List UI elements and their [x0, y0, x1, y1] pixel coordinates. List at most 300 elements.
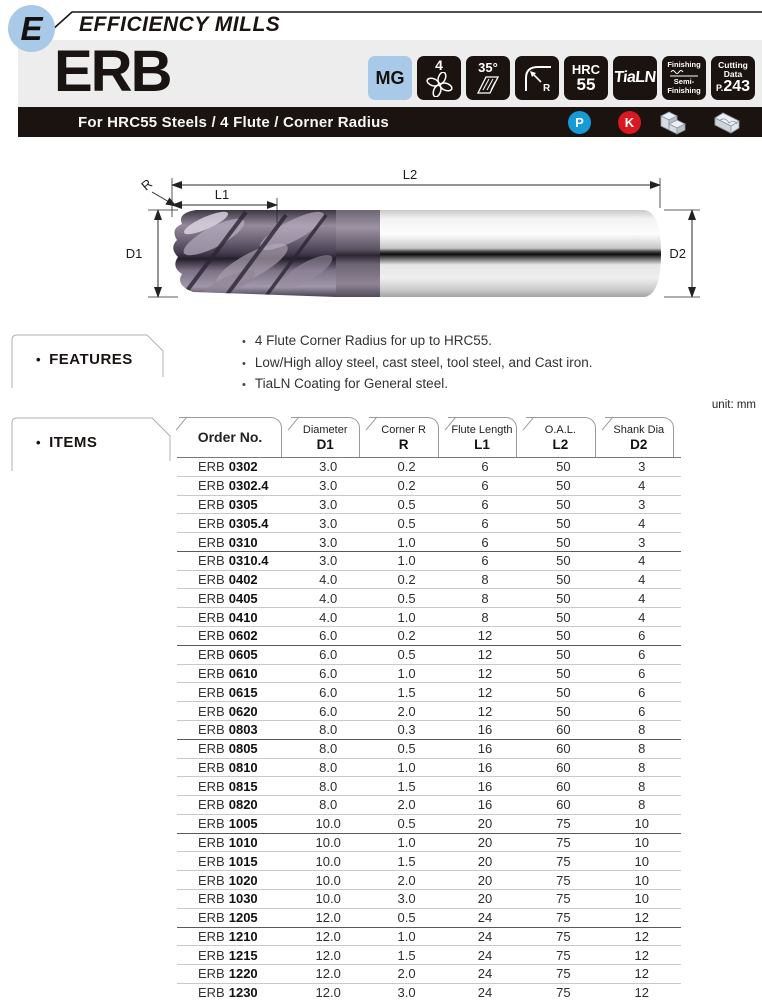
svg-text:R: R: [138, 175, 156, 194]
oal-cell: 50: [556, 703, 571, 719]
items-label-text: ITEMS: [49, 433, 98, 451]
table-row: [177, 533, 681, 552]
shank-dia-cell: 12: [634, 985, 649, 1001]
items-table: [177, 417, 681, 1002]
corner-r-cell: 0.5: [397, 910, 416, 926]
hardness-badge: [564, 56, 608, 100]
oal-cell: 50: [556, 478, 571, 494]
diameter-cell: 3.0: [319, 496, 338, 512]
oal-cell: 60: [556, 797, 571, 813]
flute-length-cell: 24: [477, 947, 493, 963]
oal-cell: 50: [556, 684, 571, 700]
order-no-cell: [177, 704, 289, 719]
hardness-label-2: 55: [576, 75, 596, 94]
flute-length-cell: 16: [477, 741, 493, 757]
oal-cell: 50: [556, 647, 571, 663]
diameter-cell: 12.0: [315, 910, 341, 926]
flute-length-cell: 16: [477, 797, 493, 813]
table-row: [177, 477, 681, 496]
items-bullet: •: [36, 434, 42, 450]
corner-r-cell: 1.5: [397, 853, 416, 869]
table-row: [177, 627, 681, 646]
corner-r-cell: 1.0: [397, 928, 416, 944]
corner-r-cell: 3.0: [397, 985, 416, 1001]
flute-length-cell: 6: [481, 459, 489, 475]
flute-length-cell: 6: [481, 515, 489, 531]
shank-dia-cell: 10: [634, 816, 649, 832]
hardness-label-1: HRC: [571, 62, 601, 77]
order-code: 1230: [228, 985, 258, 1001]
order-no-cell: [177, 816, 289, 831]
shank-dia-cell: 6: [638, 628, 646, 644]
cutting-page-prefix: P.: [715, 82, 724, 93]
table-row: [177, 458, 681, 477]
shank-dia-cell: 6: [638, 665, 646, 681]
feature-text: Low/High alloy steel, cast steel, tool steel, and Cast iron.: [254, 354, 593, 370]
corner-r-cell: 1.0: [397, 534, 416, 550]
corner-radius-badge: [515, 56, 559, 100]
corner-r-cell: 2.0: [397, 872, 416, 888]
diameter-cell: 6.0: [319, 647, 338, 663]
shank-dia-cell: 10: [634, 853, 649, 869]
order-code: 0602: [228, 628, 258, 644]
order-code: 0402: [228, 572, 258, 588]
feature-bullet: •: [242, 336, 246, 348]
feature-item: [242, 331, 593, 353]
diameter-cell: 6.0: [319, 684, 338, 700]
order-prefix: ERB: [198, 703, 225, 719]
corner-r-cell: 1.5: [397, 684, 416, 700]
endmill-illustration: [173, 205, 661, 305]
table-row: [177, 571, 681, 590]
order-code: 1205: [228, 910, 258, 926]
table-row: [177, 683, 681, 702]
corner-r-cell: 0.2: [397, 459, 416, 475]
oal-cell: 50: [556, 496, 571, 512]
table-row: [177, 815, 681, 834]
oal-cell: 60: [556, 778, 571, 794]
table-row: [177, 589, 681, 608]
order-code: 0405: [228, 590, 258, 606]
series-title: EFFICIENCY MILLS: [79, 13, 281, 36]
subtitle-bar: [18, 107, 762, 137]
table-row: [177, 965, 681, 984]
order-code: 1010: [228, 835, 258, 851]
shank-dia-cell: 8: [638, 741, 646, 757]
order-prefix: ERB: [198, 609, 225, 625]
order-no-cell: [177, 516, 289, 531]
order-no-cell: [177, 760, 289, 775]
shank-dia-cell: 12: [634, 928, 649, 944]
corner-r-cell: 0.2: [397, 572, 416, 588]
features-section-label: [10, 334, 186, 384]
feature-item: [242, 374, 593, 396]
order-no-cell: [177, 891, 289, 906]
order-prefix: ERB: [198, 947, 225, 963]
corner-r-cell: 0.5: [397, 515, 416, 531]
flute-length-cell: 24: [477, 985, 493, 1001]
corner-r-cell: 1.0: [397, 759, 416, 775]
diameter-cell: 12.0: [315, 928, 341, 944]
coating-badge: [613, 56, 657, 100]
order-prefix: ERB: [198, 816, 225, 832]
order-no-cell: [177, 591, 289, 606]
oal-cell: 50: [556, 572, 571, 588]
diameter-cell: 4.0: [319, 572, 338, 588]
corner-r-cell: 1.0: [397, 835, 416, 851]
order-no-cell: [177, 535, 289, 550]
flute-length-cell: 6: [481, 496, 489, 512]
flute-length-cell: 6: [481, 478, 489, 494]
diameter-cell: 4.0: [319, 590, 338, 606]
diameter-cell: 8.0: [319, 722, 338, 738]
order-no-cell: [177, 647, 289, 662]
shank-dia-cell: 4: [638, 590, 646, 606]
corner-r-cell: 0.2: [397, 628, 416, 644]
order-prefix: ERB: [198, 985, 225, 1001]
endmill-dimension-drawing: [0, 145, 762, 335]
diameter-cell: 3.0: [319, 553, 338, 569]
order-code: 1005: [228, 816, 258, 832]
shank-dia-cell: 12: [634, 966, 649, 982]
order-prefix: ERB: [198, 778, 225, 794]
product-code-title: ERB: [54, 39, 171, 104]
order-no-cell: [177, 722, 289, 737]
features-bullet: •: [36, 351, 42, 367]
diameter-cell: 6.0: [319, 628, 338, 644]
table-row: [177, 984, 681, 1002]
order-no-cell: [177, 685, 289, 700]
column-header-order: [177, 417, 289, 457]
oal-cell: 50: [556, 515, 571, 531]
order-no-cell: [177, 929, 289, 944]
order-no-cell: [177, 628, 289, 643]
column-title: O.A.L.: [544, 423, 576, 436]
order-no-cell: [177, 797, 289, 812]
column-header-flute-length: [446, 417, 524, 457]
order-no-cell: [177, 459, 289, 474]
oal-cell: 60: [556, 722, 571, 738]
finishing-bottom-label-1: Semi-: [673, 77, 695, 87]
order-no-cell: [177, 553, 289, 568]
table-row: [177, 777, 681, 796]
oal-cell: 75: [556, 835, 571, 851]
helix-angle-label: 35°: [478, 60, 498, 75]
items-table-body: [177, 458, 681, 1002]
order-prefix: ERB: [198, 722, 225, 738]
order-code: 1215: [228, 947, 258, 963]
column-symbol: L2: [552, 436, 569, 452]
flute-length-cell: 12: [477, 703, 493, 719]
column-title: Corner R: [381, 423, 426, 436]
order-no-cell: [177, 497, 289, 512]
corner-r-cell: 0.5: [397, 741, 416, 757]
order-code: 0620: [228, 703, 258, 719]
oal-cell: 75: [556, 947, 571, 963]
diameter-cell: 6.0: [319, 703, 338, 719]
finishing-top-label: Finishing: [667, 59, 701, 69]
diameter-cell: 10.0: [315, 853, 341, 869]
order-code: 0310.4: [228, 553, 269, 569]
column-title: Shank Dia: [613, 423, 665, 436]
shank-dia-cell: 8: [638, 797, 646, 813]
oal-cell: 50: [556, 459, 571, 475]
features-list: [242, 331, 593, 396]
order-prefix: ERB: [198, 966, 225, 982]
order-code: 1210: [228, 928, 258, 944]
oal-cell: 75: [556, 872, 571, 888]
diameter-cell: 3.0: [319, 515, 338, 531]
column-symbol: L1: [474, 436, 490, 452]
order-code: 0803: [228, 722, 258, 738]
oal-cell: 75: [556, 816, 571, 832]
diameter-cell: 8.0: [319, 797, 338, 813]
cutting-data-badge: [711, 56, 755, 100]
column-title: Diameter: [302, 423, 348, 436]
order-prefix: ERB: [198, 665, 225, 681]
order-code: 0815: [228, 778, 258, 794]
flute-length-cell: 24: [477, 966, 493, 982]
feature-text: 4 Flute Corner Radius for up to HRC55.: [254, 333, 492, 348]
order-no-cell: [177, 666, 289, 681]
table-row: [177, 552, 681, 571]
cutting-data-label-2: Data: [723, 68, 743, 79]
cutting-data-label-1: Cutting: [718, 59, 748, 70]
flute-length-cell: 12: [477, 665, 493, 681]
order-prefix: ERB: [198, 872, 225, 888]
order-prefix: ERB: [198, 478, 225, 494]
items-table-header: [177, 417, 681, 458]
order-prefix: ERB: [198, 496, 225, 512]
corner-r-cell: 0.5: [397, 496, 416, 512]
flute-length-cell: 24: [477, 928, 493, 944]
shank-dia-cell: 4: [638, 609, 646, 625]
flute-length-cell: 12: [477, 628, 493, 644]
order-prefix: ERB: [198, 628, 225, 644]
oal-cell: 50: [556, 628, 571, 644]
diameter-cell: 8.0: [319, 741, 338, 757]
table-row: [177, 759, 681, 778]
order-no-cell: [177, 741, 289, 756]
table-row: [177, 665, 681, 684]
svg-text:L2: L2: [402, 167, 418, 182]
flute-count-badge: [417, 56, 461, 100]
oal-cell: 50: [556, 534, 571, 550]
order-no-cell: [177, 873, 289, 888]
shank-dia-cell: 3: [638, 534, 646, 550]
oal-cell: 75: [556, 928, 571, 944]
diameter-cell: 12.0: [315, 966, 341, 982]
svg-text:D1: D1: [125, 246, 143, 261]
flute-length-cell: 20: [477, 853, 493, 869]
helix-angle-badge: [466, 56, 510, 100]
order-code: 0305: [228, 496, 258, 512]
order-prefix: ERB: [198, 835, 225, 851]
corner-r-cell: 1.5: [397, 947, 416, 963]
table-row: [177, 646, 681, 665]
corner-r-cell: 2.0: [397, 797, 416, 813]
column-header-shank-dia: [603, 417, 681, 457]
order-code: 0810: [228, 759, 258, 775]
column-title: Flute Length: [451, 423, 513, 436]
table-row: [177, 721, 681, 740]
shank-dia-cell: 3: [638, 496, 646, 512]
shank-dia-cell: 6: [638, 684, 646, 700]
diameter-cell: 10.0: [315, 891, 341, 907]
subtitle-text: For HRC55 Steels / 4 Flute / Corner Radius: [78, 113, 389, 131]
diameter-cell: 4.0: [319, 609, 338, 625]
diameter-cell: 3.0: [319, 459, 338, 475]
order-code: 0615: [228, 684, 258, 700]
column-symbol: D1: [316, 436, 334, 452]
diameter-cell: 8.0: [319, 759, 338, 775]
order-prefix: ERB: [198, 759, 225, 775]
order-code: 1020: [228, 872, 258, 888]
oal-cell: 50: [556, 609, 571, 625]
flute-length-cell: 20: [477, 835, 493, 851]
table-row: [177, 514, 681, 533]
order-code: 0302: [228, 459, 258, 475]
shank-dia-cell: 6: [638, 647, 646, 663]
material-p-badge: P: [568, 111, 591, 134]
order-prefix: ERB: [198, 572, 225, 588]
flute-length-cell: 6: [481, 534, 489, 550]
order-no-cell: [177, 835, 289, 850]
oal-cell: 75: [556, 853, 571, 869]
flute-length-cell: 20: [477, 891, 493, 907]
feature-bullet: •: [242, 379, 246, 391]
items-section-label: [10, 417, 186, 467]
order-prefix: ERB: [198, 590, 225, 606]
shank-dia-cell: 4: [638, 553, 646, 569]
table-row: [177, 796, 681, 815]
flute-length-cell: 12: [477, 684, 493, 700]
section-letter-badge: E: [8, 5, 55, 52]
shank-dia-cell: 3: [638, 459, 646, 475]
order-code: 1220: [228, 966, 258, 982]
order-no-cell: [177, 966, 289, 981]
corner-r-cell: 1.0: [397, 609, 416, 625]
order-prefix: ERB: [198, 910, 225, 926]
corner-r-cell: 0.3: [397, 722, 416, 738]
flute-length-cell: 16: [477, 778, 493, 794]
corner-r-cell: 3.0: [397, 891, 416, 907]
oal-cell: 75: [556, 985, 571, 1001]
spec-badges: [368, 56, 755, 100]
flute-length-cell: 20: [477, 816, 493, 832]
flute-length-cell: 8: [481, 572, 489, 588]
diameter-cell: 10.0: [315, 816, 341, 832]
table-row: [177, 946, 681, 965]
order-code: 0310: [228, 534, 258, 550]
shank-dia-cell: 12: [634, 947, 649, 963]
flute-length-cell: 8: [481, 609, 489, 625]
oal-cell: 75: [556, 891, 571, 907]
shank-dia-cell: 10: [634, 891, 649, 907]
order-code: 0805: [228, 741, 258, 757]
diameter-cell: 10.0: [315, 872, 341, 888]
diameter-cell: 6.0: [319, 665, 338, 681]
feature-item: [242, 353, 593, 375]
oal-cell: 60: [556, 759, 571, 775]
order-prefix: ERB: [198, 515, 225, 531]
coating-label: TiaLN: [613, 69, 657, 86]
diameter-cell: 8.0: [319, 778, 338, 794]
table-row: [177, 702, 681, 721]
flute-length-cell: 16: [477, 722, 493, 738]
order-code: 1015: [228, 853, 258, 869]
corner-radius-icon: [519, 60, 555, 96]
diameter-cell: 12.0: [315, 985, 341, 1001]
flute-length-cell: 24: [477, 910, 493, 926]
corner-r-cell: 1.0: [397, 553, 416, 569]
diameter-cell: 3.0: [319, 478, 338, 494]
shank-dia-cell: 6: [638, 703, 646, 719]
diameter-cell: 10.0: [315, 835, 341, 851]
flute-length-cell: 16: [477, 759, 493, 775]
corner-r-cell: 2.0: [397, 703, 416, 719]
oal-cell: 75: [556, 910, 571, 926]
order-code: 1030: [228, 891, 258, 907]
finishing-bottom-label-2: Finishing: [667, 85, 701, 95]
table-row: [177, 909, 681, 928]
oal-cell: 50: [556, 665, 571, 681]
diameter-cell: 3.0: [319, 534, 338, 550]
flute-count-label: 4: [435, 57, 443, 73]
table-row: [177, 928, 681, 947]
order-prefix: ERB: [198, 553, 225, 569]
shank-dia-cell: 4: [638, 572, 646, 588]
shank-dia-cell: 10: [634, 872, 649, 888]
material-k-badge: K: [618, 111, 641, 134]
order-prefix: ERB: [198, 534, 225, 550]
order-prefix: ERB: [198, 459, 225, 475]
finishing-badge: [662, 56, 706, 100]
order-no-cell: [177, 985, 289, 1000]
order-no-cell: [177, 478, 289, 493]
order-prefix: ERB: [198, 797, 225, 813]
column-header-corner-r: [367, 417, 445, 457]
workpiece-step-block-icon: [656, 108, 692, 138]
flute-cross-section-icon: [426, 72, 453, 97]
column-title: Order No.: [197, 429, 263, 445]
shank-dia-cell: 8: [638, 722, 646, 738]
table-row: [177, 496, 681, 515]
oal-cell: 60: [556, 741, 571, 757]
order-prefix: ERB: [198, 647, 225, 663]
order-prefix: ERB: [198, 891, 225, 907]
flute-length-cell: 6: [481, 553, 489, 569]
order-prefix: ERB: [198, 853, 225, 869]
order-code: 0410: [228, 609, 258, 625]
corner-r-cell: 1.0: [397, 665, 416, 681]
shank-dia-cell: 4: [638, 478, 646, 494]
order-code: 0610: [228, 665, 258, 681]
feature-bullet: •: [242, 357, 246, 370]
helix-angle-icon: [475, 74, 501, 95]
mg-badge: MG: [368, 56, 412, 100]
features-label-text: FEATURES: [49, 350, 133, 368]
order-no-cell: [177, 854, 289, 869]
table-row: [177, 871, 681, 890]
shank-dia-cell: 10: [634, 835, 649, 851]
flute-length-cell: 20: [477, 872, 493, 888]
corner-r-cell: 0.2: [397, 478, 416, 494]
oal-cell: 50: [556, 590, 571, 606]
order-code: 0305.4: [228, 515, 269, 531]
column-header-oal: [524, 417, 602, 457]
corner-r-cell: 0.5: [397, 816, 416, 832]
